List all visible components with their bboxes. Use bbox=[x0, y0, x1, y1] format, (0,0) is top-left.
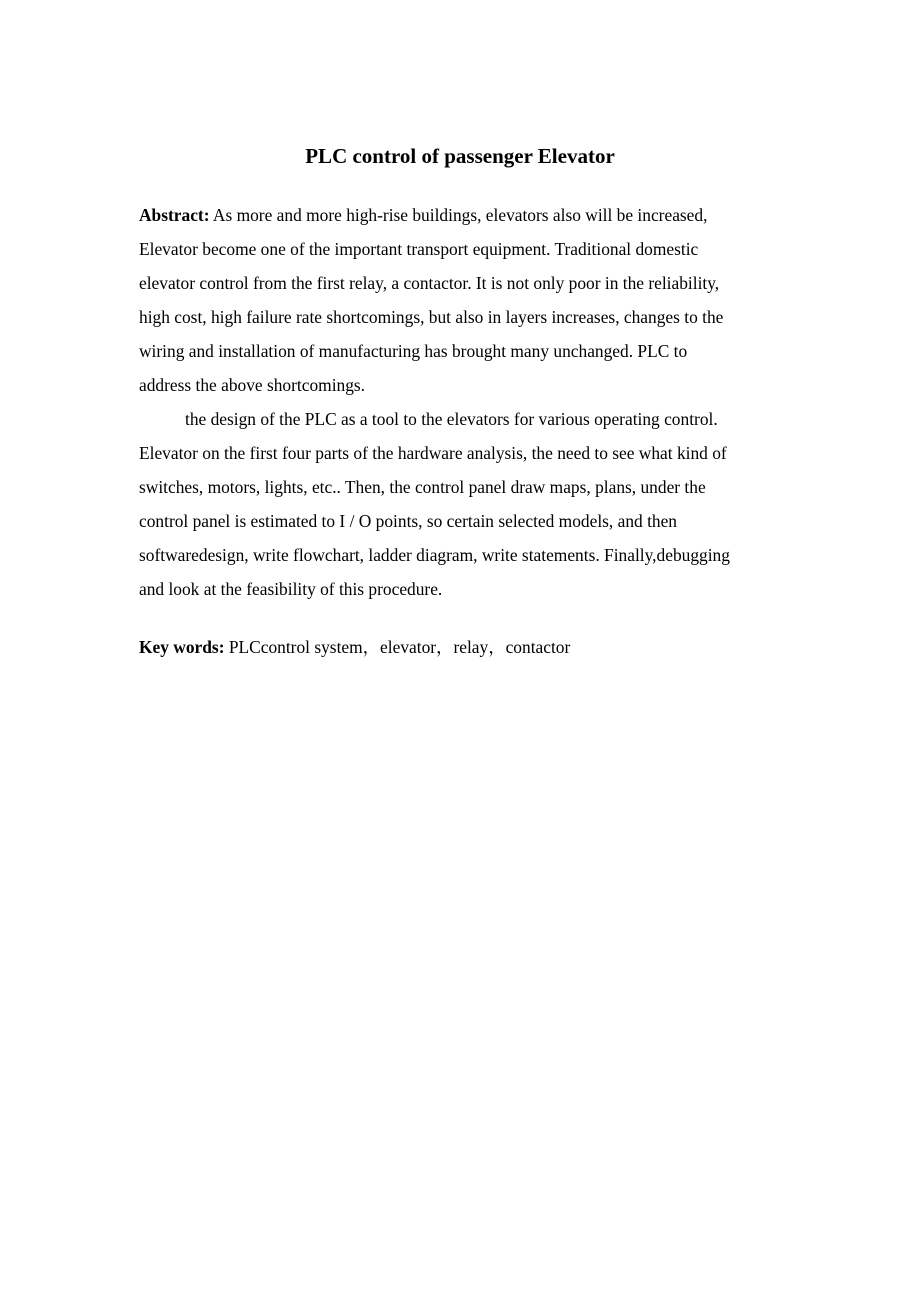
abstract-line: wiring and installation of manufacturing has brought many unchanged. PLC to bbox=[139, 341, 688, 361]
keywords-section bbox=[139, 630, 775, 664]
abstract-line: address the above shortcomings. bbox=[139, 375, 366, 395]
abstract-label: Abstract: bbox=[139, 205, 210, 225]
keywords-label: Key words: bbox=[139, 637, 225, 657]
abstract-line: control panel is estimated to I / O points, so certain selected models, and then bbox=[139, 511, 678, 531]
abstract-line: high cost, high failure rate shortcomings, but also in layers increases, changes to the bbox=[139, 307, 724, 327]
abstract-line: Elevator become one of the important transport equipment. Traditional domestic bbox=[139, 239, 699, 259]
page-title: PLC control of passenger Elevator bbox=[305, 144, 615, 168]
abstract-line: the design of the PLC as a tool to the elevators for various operating control. bbox=[185, 409, 718, 429]
abstract-line: Elevator on the first four parts of the hardware analysis, the need to see what kind of bbox=[139, 443, 727, 463]
abstract-line: switches, motors, lights, etc.. Then, the control panel draw maps, plans, under the bbox=[139, 477, 706, 497]
abstract-line bbox=[139, 198, 775, 232]
abstract-text: As more and more high-rise buildings, elevators also will be increased, bbox=[209, 205, 708, 225]
abstract-section bbox=[139, 198, 775, 606]
abstract-line: and look at the feasibility of this procedure. bbox=[139, 579, 443, 599]
keywords-text: PLCcontrol system，elevator，relay，contactor bbox=[224, 637, 571, 657]
keywords-line bbox=[139, 630, 775, 664]
abstract-line: elevator control from the first relay, a contactor. It is not only poor in the reliability, bbox=[139, 273, 720, 293]
abstract-line: softwaredesign, write flowchart, ladder diagram, write statements. Finally,debugging bbox=[139, 545, 730, 565]
